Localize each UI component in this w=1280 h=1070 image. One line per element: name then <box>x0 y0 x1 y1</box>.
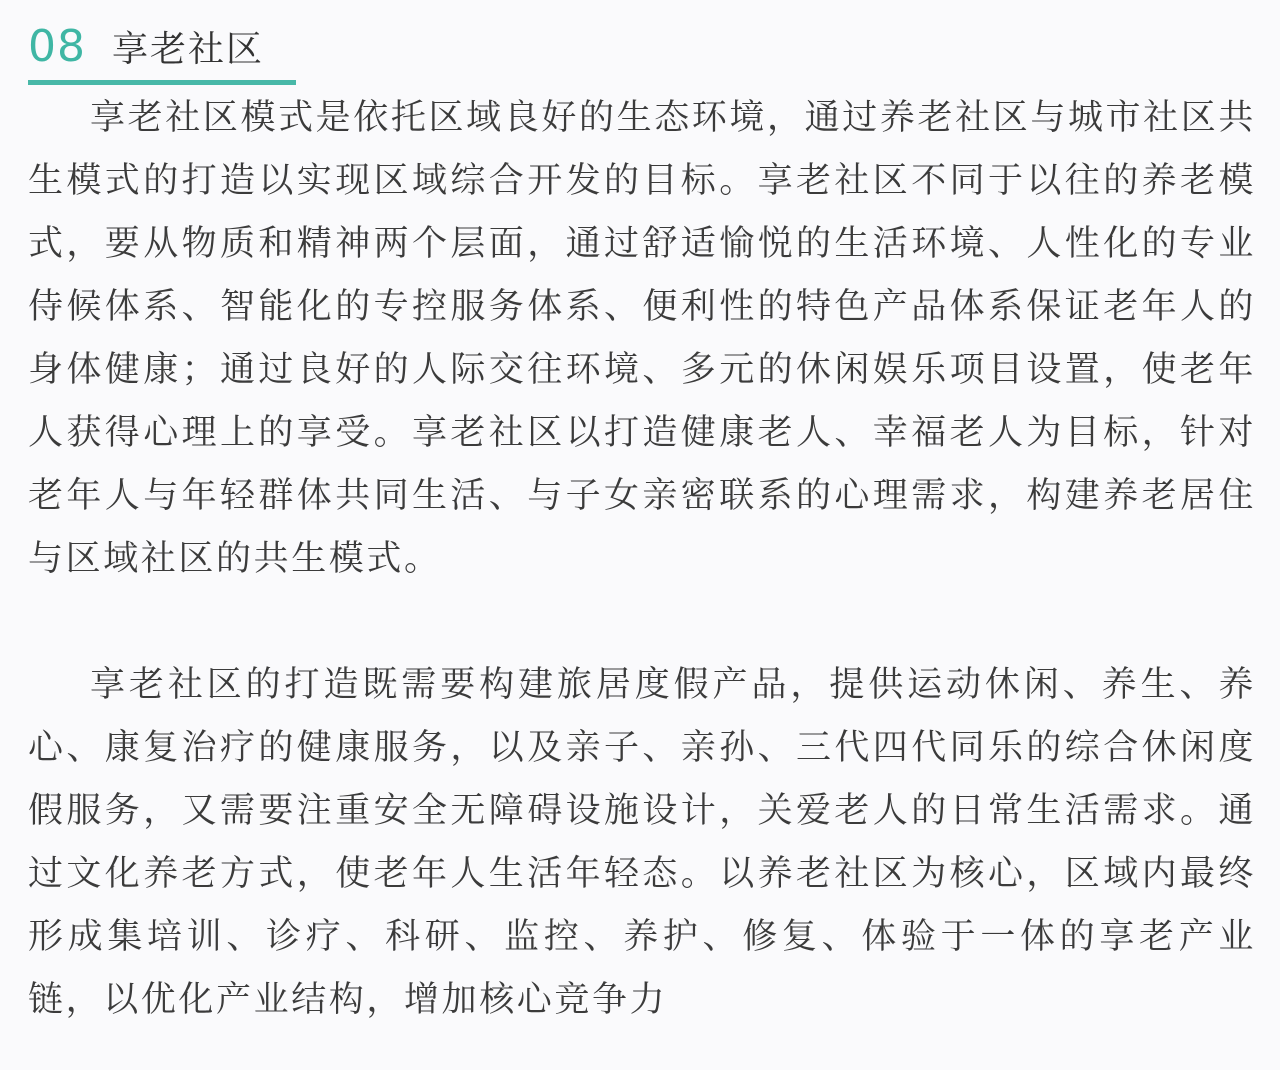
section-header <box>28 20 298 88</box>
title-underline <box>28 80 296 85</box>
section-number: 08 <box>28 21 86 72</box>
paragraph-intro: 享老社区模式是依托区域良好的生态环境，通过养老社区与城市社区共生模式的打造以实现区域综合开发的目标。享老社区不同于以往的养老模式，要从物质和精神两个层面，通过舒适愉悦的生活环境、人性化的专业侍候体系、智能化的专控服务体系、便利性的特色产品体系保证老年人的身体健康；通过良好的人际交往环境、多元的休闲娱乐项目设置，使老年人获得心理上的享受。享老社区以打造健康老人、幸福老人为目标，针对老年人与年轻群体共同生活、与子女亲密联系的心理需求，构建养老居住与区域社区的共生模式。 <box>28 98 1256 579</box>
paragraph-development: 享老社区的打造既需要构建旅居度假产品，提供运动休闲、养生、养心、康复治疗的健康服务，以及亲子、亲孙、三代四代同乐的综合休闲度假服务，又需要注重安全无障碍设施设计，关爱老人的日常生活需求。通过文化养老方式，使老年人生活年轻态。以养老社区为核心，区域内最终形成集培训、诊疗、科研、监控、养护、修复、体验于一体的享老产业链，以优化产业结构，增加核心竞争力 <box>28 665 1256 1020</box>
section-title: 享老社区 <box>112 29 265 70</box>
